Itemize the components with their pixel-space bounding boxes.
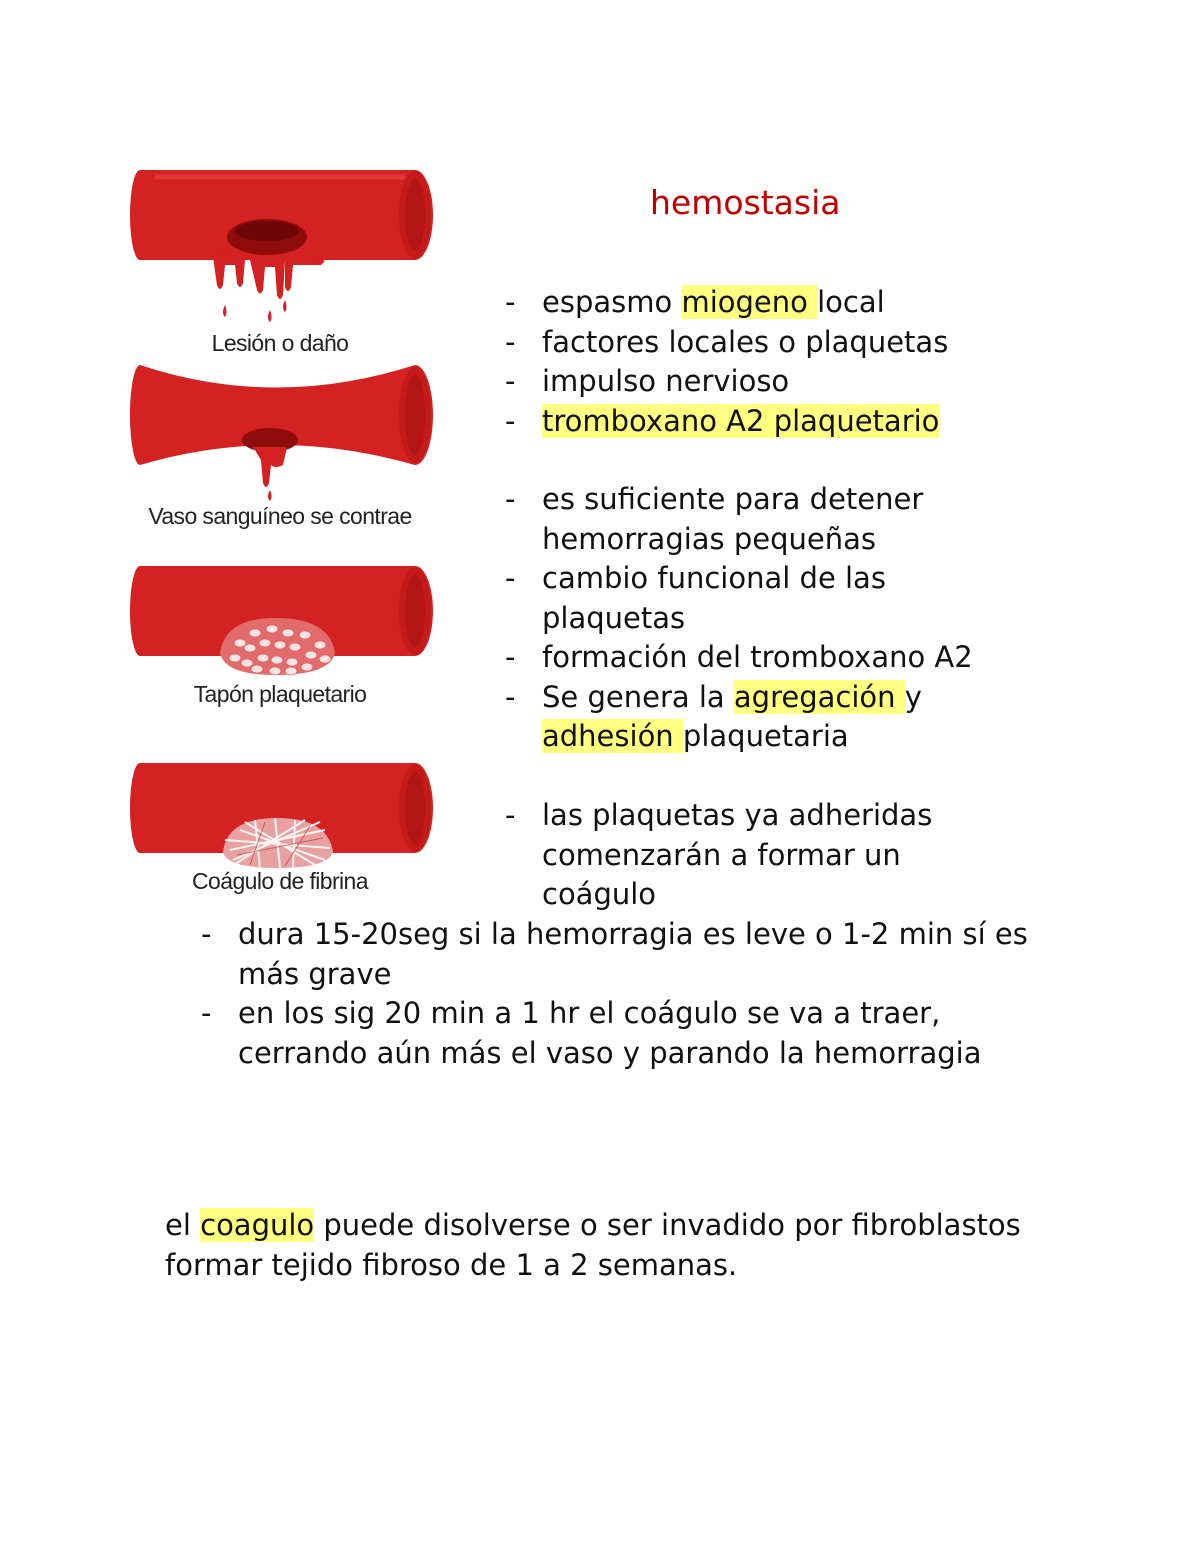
list-item: - espasmo miogeno local bbox=[505, 283, 1065, 323]
highlighted-text: coagulo bbox=[200, 1208, 315, 1242]
list-item: - las plaquetas ya adheridas comenzarán a formar un coágulo bbox=[505, 796, 975, 915]
vessel-platelet-plug-illustration bbox=[125, 563, 440, 678]
list-item: - en los sig 20 min a 1 hr el coágulo se va a traer, cerrando aún más el vaso y parando la hemorragia bbox=[201, 994, 1031, 1073]
vessel-fibrin-clot-illustration bbox=[125, 760, 440, 870]
figure-caption: Coágulo de fibrina bbox=[192, 868, 368, 894]
closing-paragraph: el coagulo puede disolverse o ser invadido por fibroblastos formar tejido fibroso de 1 a 2 semanas. bbox=[165, 1208, 1021, 1282]
list-item: - Se genera la agregación y adhesión plaquetaria bbox=[505, 678, 992, 757]
figure-platelet-plug bbox=[125, 563, 440, 723]
highlighted-text: agregación bbox=[733, 679, 905, 714]
highlighted-text: tromboxano A2 plaquetario bbox=[542, 403, 940, 438]
list-item: - formación del tromboxano A2 bbox=[505, 638, 1025, 678]
list-item: - dura 15-20seg si la hemorragia es leve o 1-2 min sí es más grave bbox=[201, 915, 1031, 994]
list-item: - impulso nervioso bbox=[505, 362, 1065, 402]
figure-fibrin-clot bbox=[125, 760, 440, 905]
bullet-list-platelets bbox=[505, 480, 1025, 757]
highlighted-text: adhesión bbox=[542, 719, 683, 753]
figure-caption: Lesión o daño bbox=[211, 330, 349, 356]
bullet-list-duration bbox=[201, 915, 1031, 1073]
list-item: - es suficiente para detener hemorragias pequeñas bbox=[505, 480, 1025, 559]
figure-constriction bbox=[125, 365, 440, 540]
bullet-list-causes bbox=[505, 283, 1065, 441]
list-item bbox=[505, 402, 1065, 442]
highlighted-text: miogeno bbox=[681, 285, 818, 319]
bullet-list-clot bbox=[505, 796, 975, 915]
figure-caption: Vaso sanguíneo se contrae bbox=[148, 503, 412, 529]
vessel-constriction-illustration bbox=[125, 365, 440, 505]
figure-caption: Tapón plaquetario bbox=[193, 681, 367, 707]
vessel-injury-illustration bbox=[125, 165, 440, 325]
list-item: - cambio funcional de las plaquetas bbox=[505, 559, 922, 638]
figure-injury bbox=[125, 165, 440, 365]
list-item: - factores locales o plaquetas bbox=[505, 323, 1065, 363]
page-title: hemostasia bbox=[650, 183, 841, 222]
